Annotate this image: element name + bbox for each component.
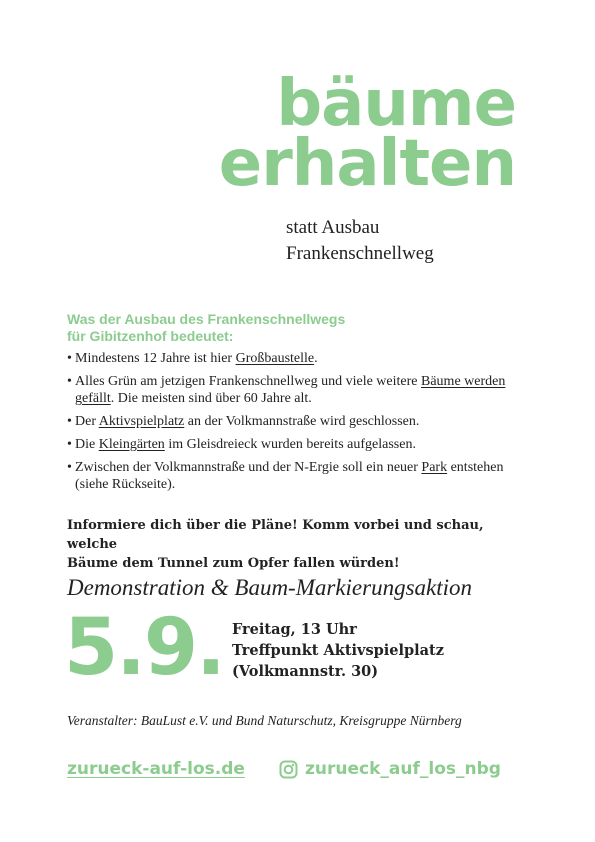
- list-item-text: Mindestens 12 Jahre ist hier: [75, 351, 236, 366]
- list-item-text: entstehen (siehe Rückseite).: [75, 460, 504, 492]
- subtitle-line-1: statt Ausbau: [286, 217, 380, 238]
- subtitle-line-2: Frankenschnellweg: [286, 243, 434, 264]
- list-item: [67, 373, 537, 407]
- event-meeting-point: Treffpunkt Aktivspielplatz: [232, 642, 444, 659]
- list-item: [67, 436, 537, 453]
- list-item-text: im Gleisdreieck wurden bereits aufgelassen.: [164, 437, 416, 452]
- list-item-text: Zwischen der Volkmannstraße und der N-Ergie soll ein neuer: [75, 460, 422, 475]
- website-link[interactable]: zurueck-auf-los.de: [67, 759, 245, 779]
- impact-list: [67, 350, 537, 499]
- instagram-handle: zurueck_auf_los_nbg: [305, 759, 501, 779]
- invite-line-1: Informiere dich über die Pläne! Komm vorbei und schau, welche: [67, 518, 484, 552]
- demo-title: Demonstration & Baum-Markierungsaktion: [67, 575, 473, 600]
- list-item-text: . Die meisten sind über 60 Jahre alt.: [110, 391, 312, 406]
- list-item-text: an der Volkmannstraße wird geschlossen.: [184, 414, 420, 429]
- impact-title-line-2: für Gibitzenhof bedeutet:: [67, 328, 234, 344]
- event-day-time: Freitag, 13 Uhr: [232, 621, 357, 638]
- instagram-icon: [279, 760, 298, 779]
- event-date: 5.9.: [64, 603, 224, 693]
- headline-line-2: erhalten: [218, 127, 516, 201]
- list-item-highlight: Park: [421, 460, 448, 475]
- invite-line-2: Bäume dem Tunnel zum Opfer fallen würden!: [67, 556, 400, 571]
- list-item-text: Alles Grün am jetzigen Frankenschnellweg und viele weitere: [75, 374, 421, 389]
- event-address: (Volkmannstr. 30): [232, 663, 379, 680]
- list-item-text: Die: [75, 437, 99, 452]
- list-item: [67, 459, 537, 493]
- invite-text: [67, 516, 537, 573]
- organizer-text: Veranstalter: BauLust e.V. und Bund Naturschutz, Kreisgruppe Nürnberg: [67, 713, 462, 728]
- headline-line-1: bäume: [276, 67, 516, 141]
- list-item-text: .: [314, 351, 318, 366]
- list-item: [67, 350, 537, 367]
- instagram-link[interactable]: [279, 757, 501, 781]
- list-item-text: Der: [75, 414, 99, 429]
- list-item-highlight: Kleingärten: [98, 437, 165, 452]
- list-item: [67, 413, 537, 430]
- event-details: [232, 619, 444, 682]
- list-item-highlight: Bäume werden gefällt: [75, 374, 506, 406]
- list-item-highlight: Aktivspielplatz: [98, 414, 185, 429]
- list-item-highlight: Großbaustelle: [235, 351, 315, 366]
- impact-title-line-1: Was der Ausbau des Frankenschnellwegs: [67, 311, 346, 327]
- impact-section-title: [67, 311, 537, 345]
